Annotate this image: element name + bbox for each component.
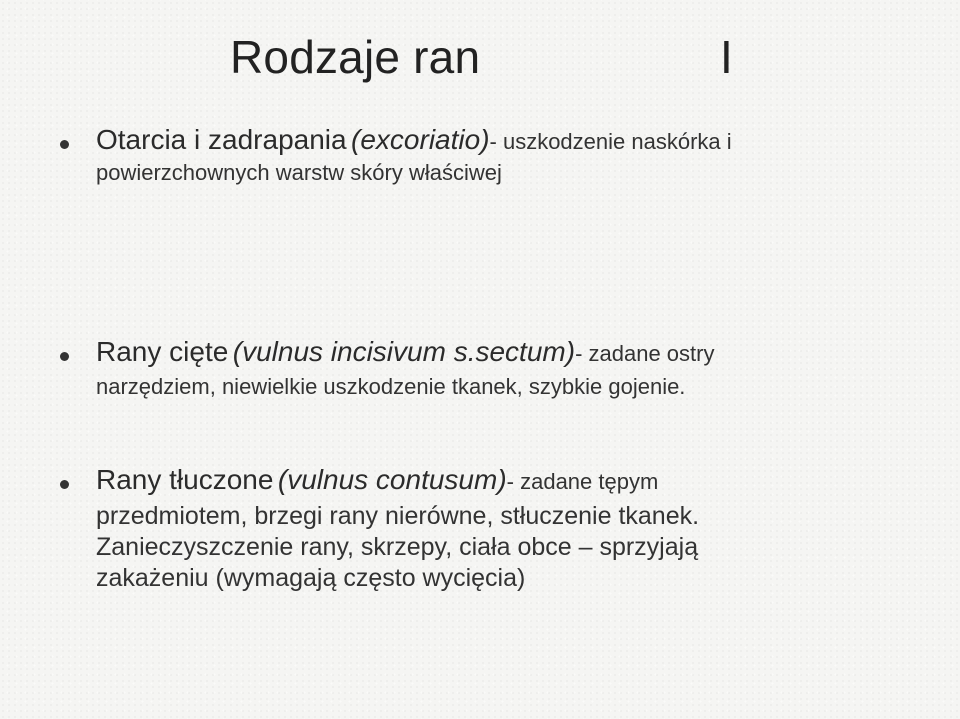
- item-text: [96, 464, 936, 593]
- item-desc-cont: narzędziem, niewielkie uszkodzenie tkanek, szybkie gojenie.: [96, 374, 686, 399]
- item-latin: (vulnus incisivum s.sectum): [232, 336, 576, 367]
- slide-title-suffix: I: [720, 31, 733, 83]
- item-lead: Rany tłuczone: [96, 464, 274, 495]
- bullet-dot-icon: [60, 352, 69, 361]
- item-latin: (excoriatio): [351, 124, 490, 155]
- item-desc-line4: zakażeniu (wymagają często wycięcia): [96, 564, 526, 592]
- slide-title: Rodzaje ran: [230, 31, 481, 83]
- item-lead: Otarcia i zadrapania: [96, 124, 347, 155]
- item-text: [96, 124, 936, 186]
- bullet-dot-icon: [60, 480, 69, 489]
- item-desc: - uszkodzenie naskórka i: [489, 129, 732, 154]
- item-latin: (vulnus contusum): [277, 464, 507, 495]
- item-desc: - zadane tępym: [506, 469, 659, 494]
- item-lead: Rany cięte: [96, 336, 229, 367]
- item-desc-cont: powierzchownych warstw skóry właściwej: [96, 160, 502, 185]
- item-desc-line3: Zanieczyszczenie rany, skrzepy, ciała obce – sprzyjają: [96, 533, 699, 561]
- item-text: [96, 336, 936, 400]
- bullet-dot-icon: [60, 140, 69, 149]
- item-desc-line2: przedmiotem, brzegi rany nierówne, stłuczenie tkanek.: [96, 502, 700, 530]
- item-desc: - zadane ostry: [575, 341, 715, 366]
